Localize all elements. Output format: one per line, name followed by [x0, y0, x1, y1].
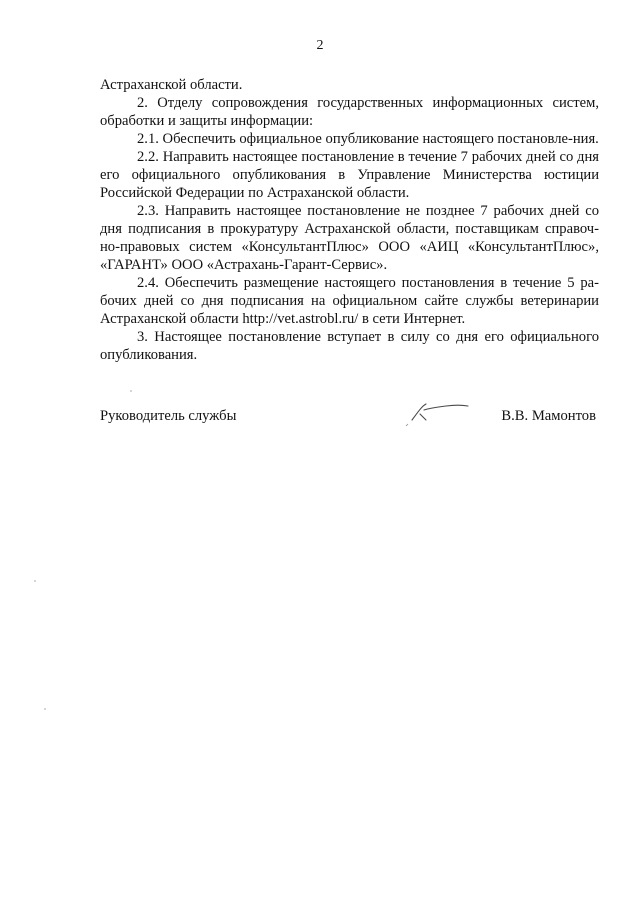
paragraph-item-2-4: 2.4. Обеспечить размещение настоящего постановления в течение 5 ра-бочих дней со дня подписания на официальном сайте службы ветеринарии Астраханской области http://vet.astrobl.ru/ в сети Интернет.: [100, 275, 599, 327]
paragraph-item-2-2: 2.2. Направить настоящее постановление в течение 7 рабочих дней со дня его официального опубликования в Управление Министерства юстиции Российской Федерации по Астраханской области.: [100, 149, 599, 201]
signature-block: [100, 408, 599, 438]
handwritten-signature: [398, 396, 470, 430]
paragraph-continuation: Астраханской области.: [100, 77, 243, 93]
paragraph-item-2: 2. Отделу сопровождения государственных информационных систем, обработки и защиты информации:: [100, 95, 599, 129]
scan-artifact: [44, 708, 46, 710]
page-number: 2: [316, 38, 324, 53]
paragraph-item-2-3: 2.3. Направить настоящее постановление не позднее 7 рабочих дней со дня подписания в прокуратуру Астраханской области, поставщикам справоч-но-правовых систем «КонсультантПлюс» ООО «АИЦ «КонсультантПлюс», «ГАРАНТ» ООО «Астрахань-Гарант-Сервис».: [100, 203, 599, 273]
signatory-role: Руководитель службы: [100, 408, 237, 424]
scan-artifact: [130, 390, 132, 392]
paragraph-item-2-1: 2.1. Обеспечить официальное опубликование настоящего постановле-ния.: [137, 131, 599, 147]
document-body: [100, 76, 599, 364]
scan-artifact: [34, 580, 36, 582]
signatory-name: В.В. Мамонтов: [501, 408, 596, 424]
paragraph-item-3: 3. Настоящее постановление вступает в силу со дня его официального опубликования.: [100, 329, 599, 363]
